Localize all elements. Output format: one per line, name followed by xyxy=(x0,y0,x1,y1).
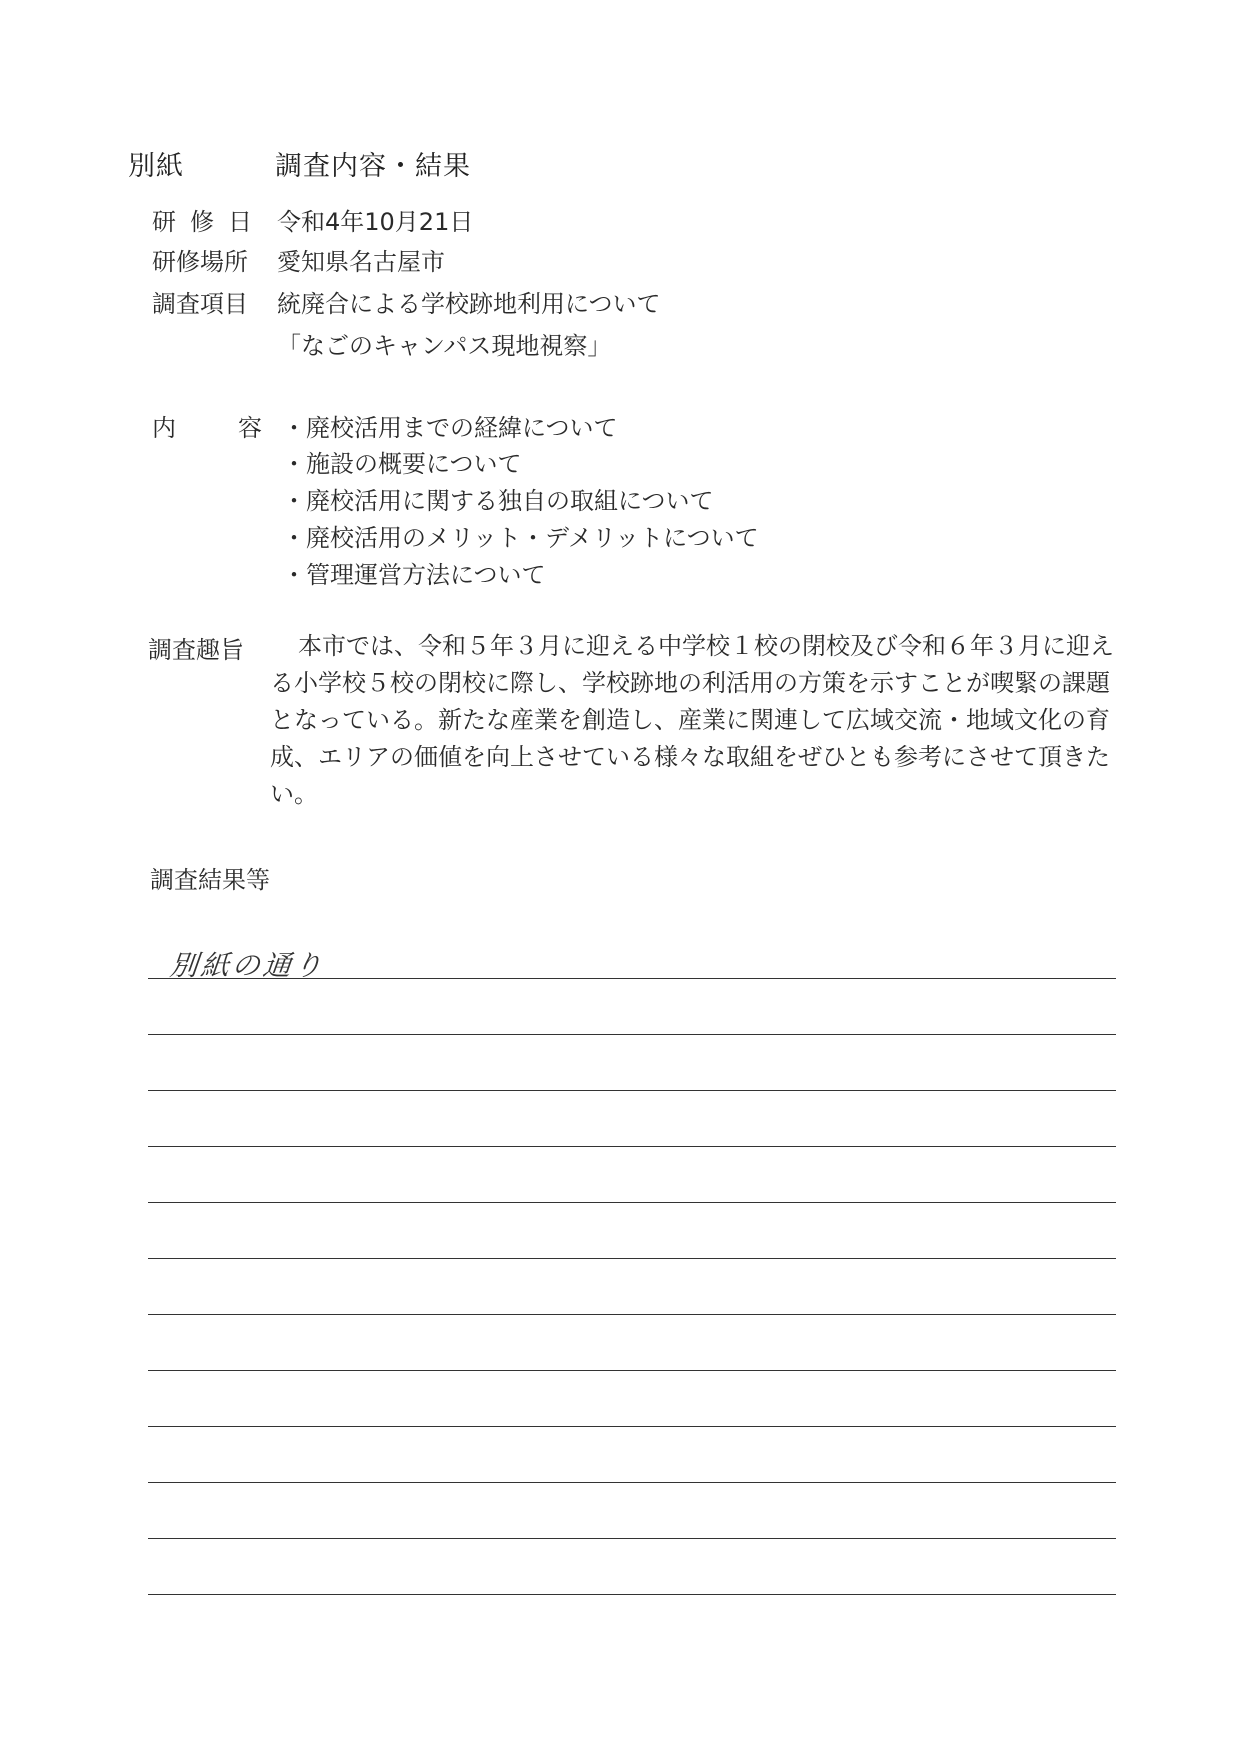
purpose-label: 調査趣旨 xyxy=(148,636,244,664)
writing-line xyxy=(148,1090,1116,1091)
topic-label: 調査項目 xyxy=(152,290,248,318)
writing-line xyxy=(148,1258,1116,1259)
writing-line xyxy=(148,1314,1116,1315)
content-item: ・廃校活用までの経緯について xyxy=(282,414,618,442)
writing-line xyxy=(148,1482,1116,1483)
results-label: 調査結果等 xyxy=(150,866,270,894)
topic-subvalue: 「なごのキャンパス現地視察」 xyxy=(277,332,612,360)
writing-line xyxy=(148,1426,1116,1427)
writing-line xyxy=(148,1034,1116,1035)
topic-value: 統廃合による学校跡地利用について xyxy=(277,290,661,318)
handwritten-note: 別紙の通り xyxy=(168,949,327,982)
writing-line xyxy=(148,1370,1116,1371)
content-item: ・廃校活用のメリット・デメリットについて xyxy=(282,524,759,552)
content-item: ・施設の概要について xyxy=(282,450,522,478)
heading-label: 別紙 xyxy=(128,151,184,182)
date-label: 研修日 xyxy=(152,208,266,236)
writing-line xyxy=(148,1594,1116,1595)
date-value: 令和4年10月21日 xyxy=(277,208,474,236)
page-title: 調査内容・結果 xyxy=(275,151,471,182)
content-item: ・管理運営方法について xyxy=(282,561,546,589)
location-value: 愛知県名古屋市 xyxy=(277,248,445,276)
writing-line xyxy=(148,1146,1116,1147)
content-item: ・廃校活用に関する独自の取組について xyxy=(282,487,714,515)
writing-line xyxy=(148,978,1116,979)
purpose-text: 本市では、令和５年３月に迎える中学校１校の閉校及び令和６年３月に迎える小学校５校の閉校に際し、学校跡地の利活用の方策を示すことが喫緊の課題となっている。新たな産業を創造し、産業に関連して広域交流・地域文化の育成、エリアの価値を向上させている様々な取組をぜひとも参考にさせて頂きたい。 xyxy=(270,632,1114,808)
location-label: 研修場所 xyxy=(152,248,248,276)
writing-line xyxy=(148,1538,1116,1539)
writing-line xyxy=(148,1202,1116,1203)
content-label: 内容 xyxy=(152,414,324,442)
